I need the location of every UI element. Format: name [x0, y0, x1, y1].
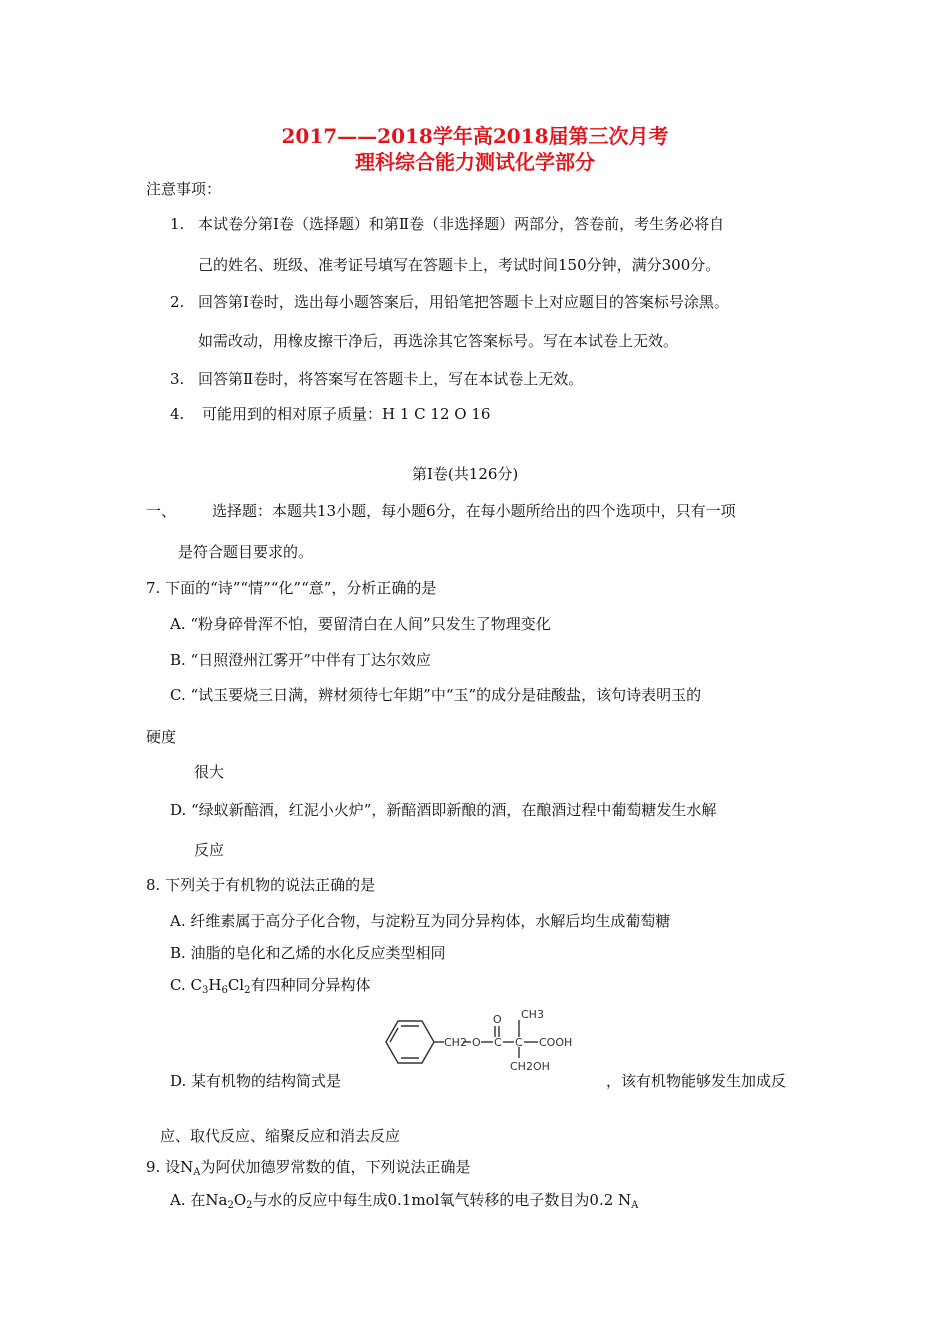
note-4-number: 4. — [170, 405, 185, 423]
structural-formula — [380, 1004, 600, 1080]
carbonyl-carbon-label: C — [494, 1036, 502, 1049]
section-number: 一、 — [146, 502, 177, 520]
q7-option-a: A. “粉身碎骨浑不怕，要留清白在人间”只发生了物理变化 — [170, 615, 551, 633]
exam-title-line2: 理科综合能力测试化学部分 — [355, 150, 595, 174]
q8-option-a: A. 纤维素属于高分子化合物，与淀粉互为同分异构体，水解后均生成葡萄糖 — [170, 912, 671, 930]
q8-option-d-line1-suffix: ，该有机物能够发生加成反 — [606, 1072, 787, 1090]
note-1-number: 1. — [170, 215, 185, 233]
q8-option-d-line2: 应、取代反应、缩聚反应和消去反应 — [160, 1127, 401, 1145]
q9-stem: 9. 设$N_A$为阿伏加德罗常数的值，下列说法正确是 — [146, 1158, 471, 1178]
ch2oh-label: CH2OH — [510, 1060, 550, 1073]
benzene-ring — [386, 1021, 434, 1063]
note-3-number: 3. — [170, 370, 185, 388]
exam-title-line1: 2017——2018学年高2018届第三次月考 — [281, 124, 669, 148]
q7-option-b: B. “日照澄州江雾开”中伴有丁达尔效应 — [170, 651, 431, 669]
note-4-line1: 可能用到的相对原子质量：H 1 C 12 O 16 — [202, 405, 491, 423]
q8-stem: 8. 下列关于有机物的说法正确的是 — [146, 876, 376, 894]
ch2-label: CH2 — [444, 1036, 467, 1049]
notes-heading: 注意事项： — [146, 180, 222, 198]
q7-stem: 7. 下面的“诗”“情”“化”“意”，分析正确的是 — [146, 579, 437, 597]
q8-option-c: C. $C_3H_6Cl_2$有四种同分异构体 — [170, 976, 371, 996]
q7-option-d-line1: D. “绿蚁新醅酒，红泥小火炉”，新醅酒即新酿的酒，在酿酒过程中葡萄糖发生水解 — [170, 801, 717, 819]
q9-option-a: A. 在$Na_2O_2$与水的反应中每生成0.1mol氧气转移的电子数目为0.2 $N_A$ — [170, 1191, 639, 1211]
q7-option-d-line2: 反应 — [194, 841, 225, 859]
ester-oxygen-label: O — [472, 1036, 481, 1049]
q7-option-c-line1: C. “试玉要烧三日满，辨材须待七年期”中“玉”的成分是硅酸盐，该句诗表明玉的 — [170, 686, 702, 704]
quaternary-carbon-label: C — [515, 1036, 523, 1049]
q8-option-b: B. 油脂的皂化和乙烯的水化反应类型相同 — [170, 944, 446, 962]
note-2-line1: 回答第Ⅰ卷时，选出每小题答案后，用铅笔把答题卡上对应题目的答案标号涂黑。 — [198, 293, 729, 311]
note-2-number: 2. — [170, 293, 185, 311]
cooh-label: COOH — [539, 1036, 573, 1049]
note-2-line2: 如需改动，用橡皮擦干净后，再选涂其它答案标号。写在本试卷上无效。 — [198, 332, 679, 350]
carbonyl-oxygen-label: O — [493, 1013, 502, 1026]
note-3-line1: 回答第Ⅱ卷时，将答案写在答题卡上，写在本试卷上无效。 — [198, 370, 584, 388]
q8-option-d-line1-prefix: D. 某有机物的结构简式是 — [170, 1072, 342, 1090]
note-1-line1: 本试卷分第Ⅰ卷（选择题）和第Ⅱ卷（非选择题）两部分，答卷前，考生务必将自 — [198, 215, 725, 233]
note-1-line2: 己的姓名、班级、准考证号填写在答题卡上，考试时间150分钟，满分300分。 — [198, 256, 721, 274]
ch3-label: CH3 — [521, 1008, 544, 1021]
section-title: 第Ⅰ卷(共126分) — [412, 465, 519, 483]
section-instruction-line2: 是符合题目要求的。 — [178, 543, 314, 561]
q7-option-c-line3: 很大 — [194, 763, 225, 781]
section-instruction-line1: 选择题：本题共13小题，每小题6分，在每小题所给出的四个选项中，只有一项 — [212, 502, 736, 520]
q7-option-c-line2: 硬度 — [146, 728, 177, 746]
